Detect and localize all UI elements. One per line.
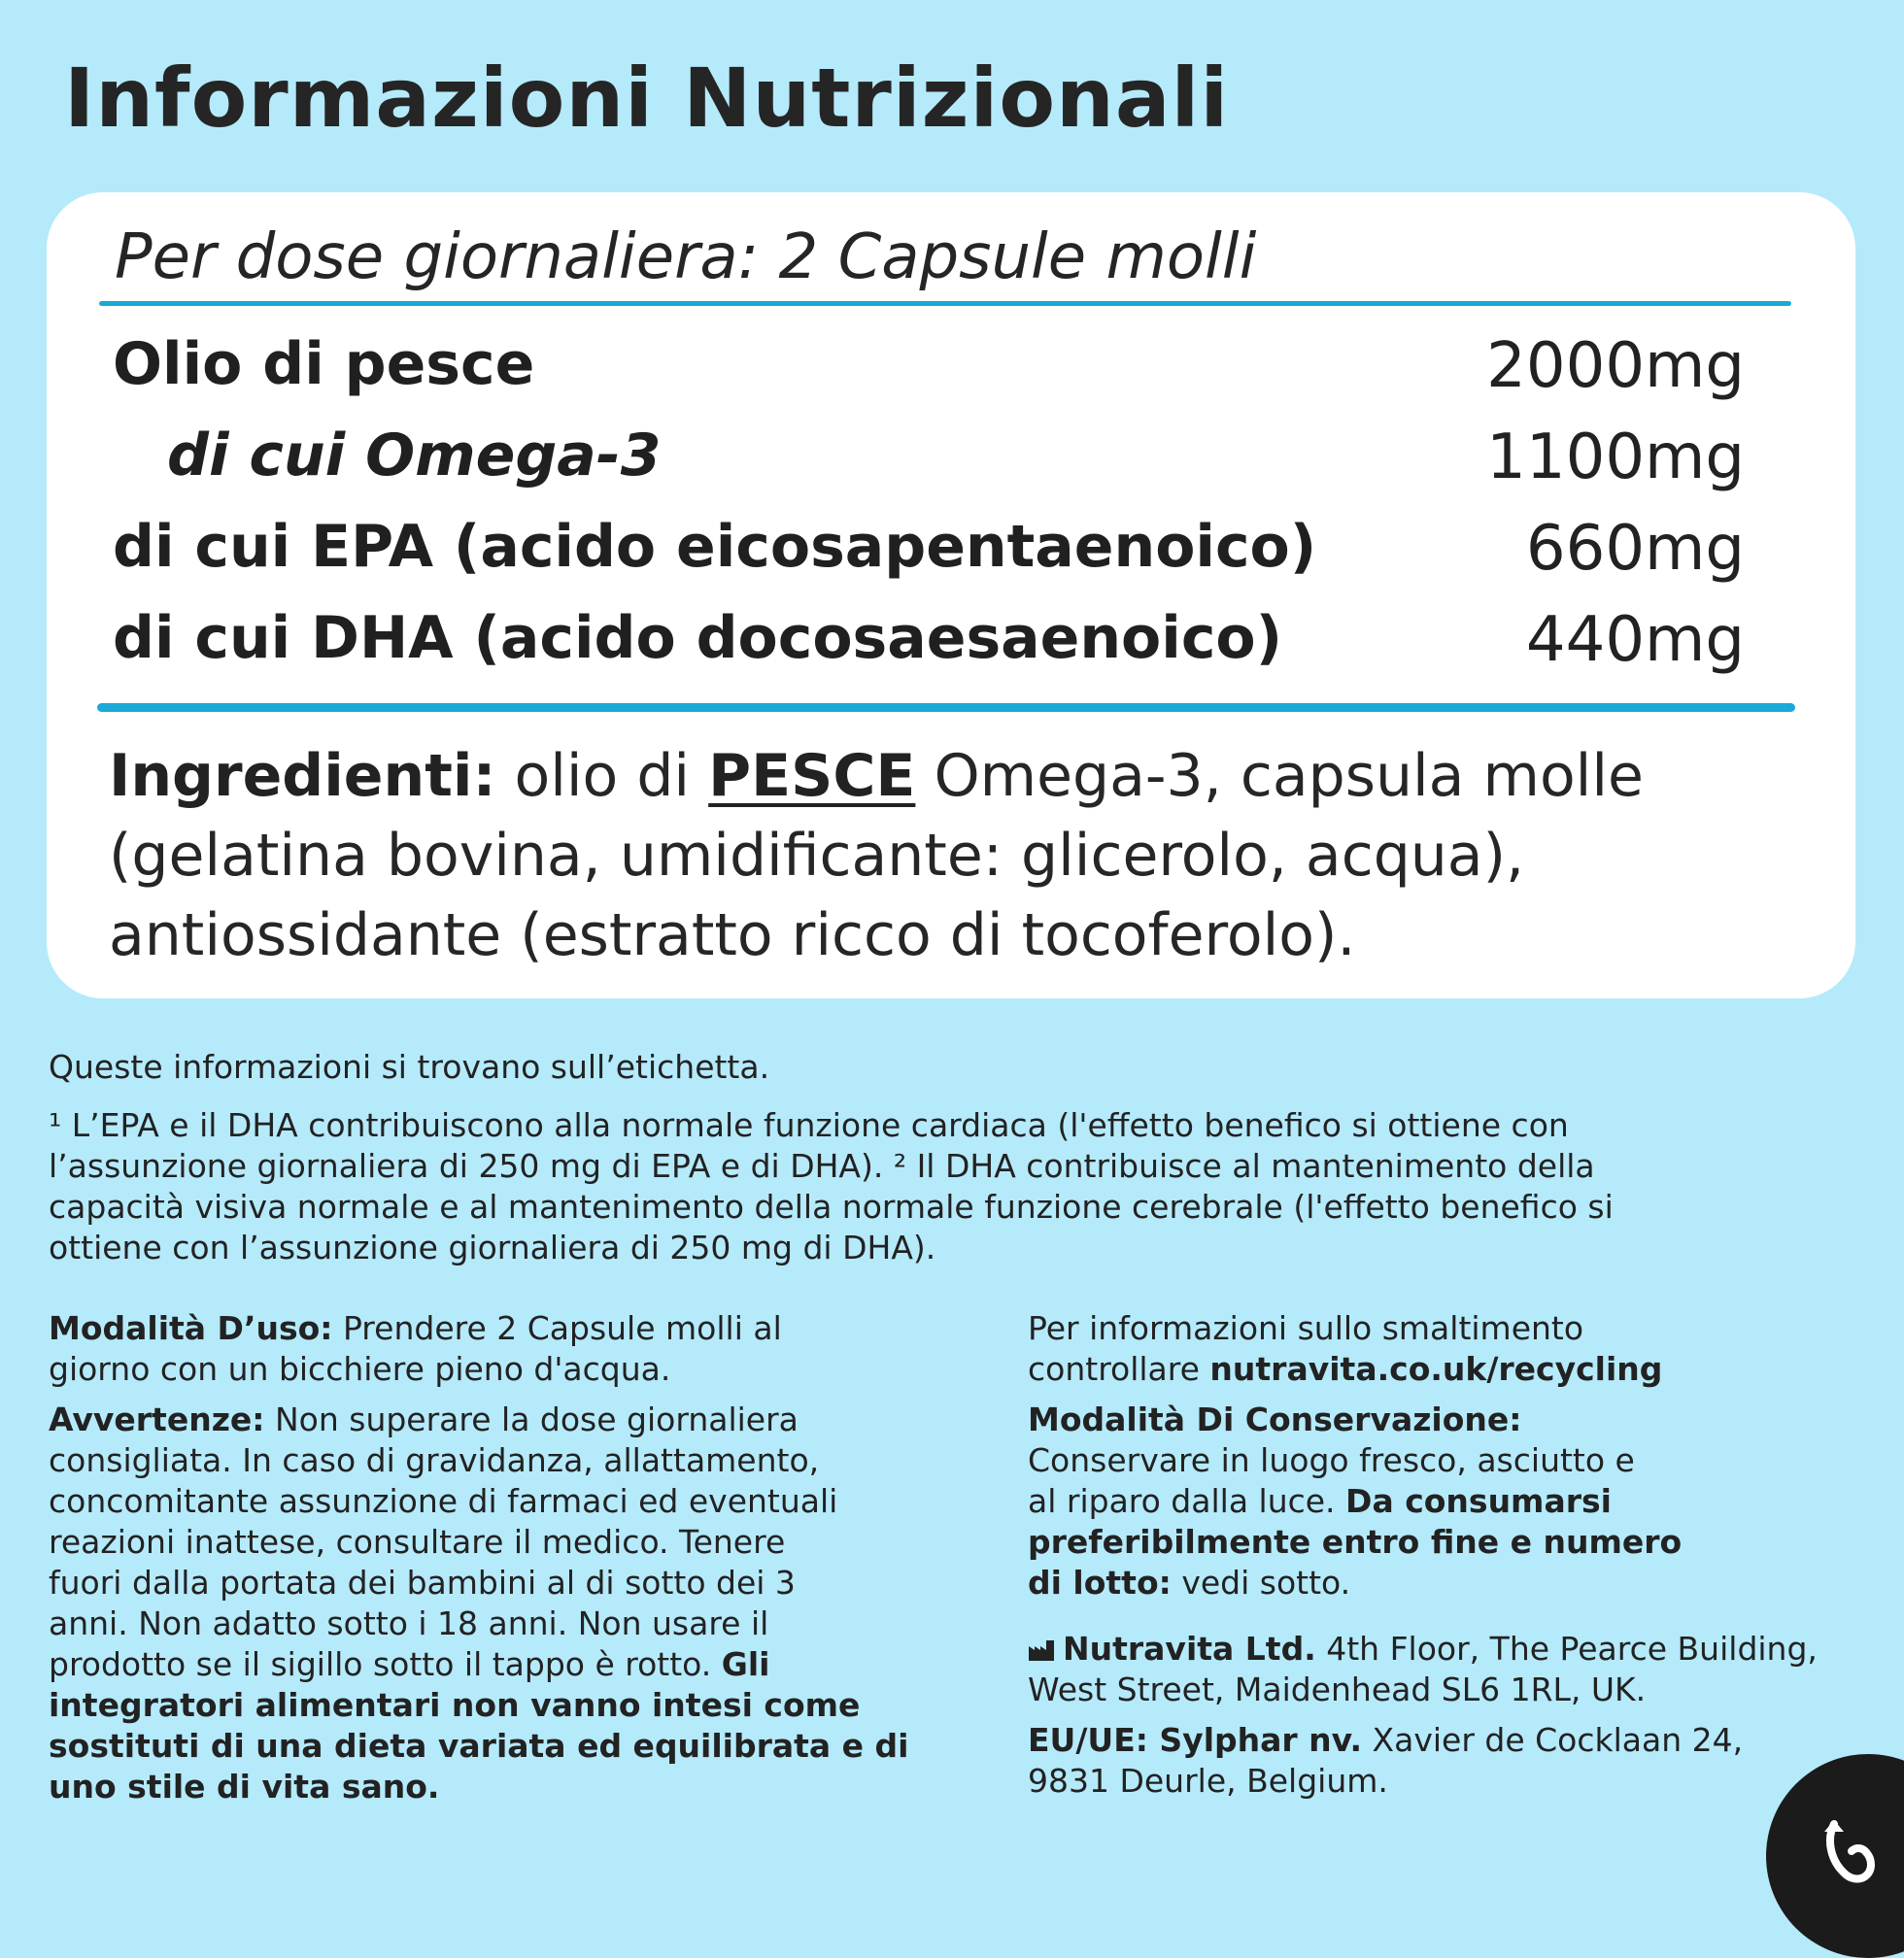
warnings-bold: Gli (721, 1645, 770, 1683)
ingredients-heading: Ingredienti: (109, 742, 496, 810)
warnings-text: Non superare la dose giornaliera (264, 1401, 799, 1438)
claim-line: l’assunzione giornaliera di 250 mg di EPA e di DHA). ² Il DHA contribuisce al mantenimento della (49, 1147, 1595, 1185)
warnings-bold: sostituti di una dieta variata ed equilibrata e di (49, 1727, 909, 1765)
nutrient-value: 2000mg (1486, 330, 1745, 402)
usage-text: Prendere 2 Capsule molli al (332, 1309, 782, 1347)
ingredients-part: Omega-3, capsula molle (915, 742, 1644, 810)
usage-text: giorno con un bicchiere pieno d'acqua. (49, 1350, 671, 1388)
nutrient-label: di cui EPA (acido eicosapentaenoico) (113, 513, 1317, 581)
nutrition-row (113, 513, 1745, 604)
nutrient-value: 1100mg (1486, 422, 1745, 493)
warnings-heading: Avvertenze: (49, 1401, 265, 1438)
manufacturer-address: 4th Floor, The Pearce Building, (1315, 1630, 1818, 1668)
warnings-text: consigliata. In caso di gravidanza, allattamento, (49, 1441, 820, 1479)
nutrition-row (113, 330, 1745, 422)
claim-line: capacità visiva normale e al mantenimento della normale funzione cerebrale (l'effetto benefico si (49, 1188, 1614, 1226)
ingredients-part: olio di (495, 742, 709, 810)
warnings-text: concomitante assunzione di farmaci ed eventuali (49, 1482, 838, 1520)
page-title: Informazioni Nutrizionali (64, 51, 1230, 146)
allergen-highlight: PESCE (708, 742, 916, 810)
health-claims (49, 1105, 1817, 1268)
eu-rep-address: 9831 Deurle, Belgium. (1028, 1762, 1388, 1800)
nutrient-label: Olio di pesce (113, 330, 535, 398)
storage-address-column (1028, 1308, 1883, 1802)
manufacturer-address: West Street, Maidenhead SL6 1RL, UK. (1028, 1671, 1647, 1708)
warnings-text: anni. Non adatto sotto i 18 anni. Non usare il (49, 1604, 769, 1642)
dose-heading: Per dose giornaliera: 2 Capsule molli (115, 221, 1257, 293)
storage-bold: Da consumarsi (1345, 1482, 1612, 1520)
usage-warnings-column (49, 1308, 981, 1807)
storage-bold: di lotto: (1028, 1564, 1172, 1602)
recycling-link[interactable]: nutravita.co.uk/recycling (1209, 1350, 1663, 1388)
eu-rep-address: Xavier de Cocklaan 24, (1362, 1721, 1744, 1759)
ingredients-line: antiossidante (estratto ricco di tocoferolo). (109, 901, 1356, 969)
brand-arrow-icon (1820, 1818, 1879, 1888)
usage-heading: Modalità D’uso: (49, 1309, 333, 1347)
nutrient-label: di cui DHA (acido docosaesaenoico) (113, 604, 1283, 672)
factory-icon (1028, 1638, 1055, 1662)
warnings-bold: uno stile di vita sano. (49, 1768, 440, 1806)
warnings-bold: integratori alimentari non vanno intesi come (49, 1686, 861, 1724)
nutrient-value: 660mg (1525, 513, 1745, 585)
ingredients-line: (gelatina bovina, umidificante: glicerolo, acqua), (109, 822, 1525, 890)
nutrition-row (113, 422, 1745, 513)
storage-text: Conservare in luogo fresco, asciutto e (1028, 1441, 1635, 1479)
warnings-text: reazioni inattese, consultare il medico. Tenere (49, 1523, 786, 1561)
top-divider (99, 301, 1791, 306)
claim-line: ¹ L’EPA e il DHA contribuiscono alla normale funzione cardiaca (l'effetto benefico si ottiene con (49, 1106, 1569, 1144)
warnings-text: fuori dalla portata dei bambini al di sotto dei 3 (49, 1564, 796, 1602)
storage-bold: preferibilmente entro fine e numero (1028, 1523, 1683, 1561)
storage-heading: Modalità Di Conservazione: (1028, 1401, 1522, 1438)
disposal-text: Per informazioni sullo smaltimento (1028, 1309, 1584, 1347)
ingredients-text (109, 736, 1819, 975)
disposal-text: controllare (1028, 1350, 1210, 1388)
nutrient-label: di cui Omega-3 (167, 422, 662, 490)
manufacturer-name: Nutravita Ltd. (1063, 1630, 1316, 1668)
label-info-note: Queste informazioni si trovano sull’etichetta. (49, 1048, 770, 1086)
eu-rep-name: EU/UE: Sylphar nv. (1028, 1721, 1363, 1759)
storage-text: vedi sotto. (1171, 1564, 1351, 1602)
nutrition-row (113, 604, 1745, 695)
claim-line: ottiene con l’assunzione giornaliera di 250 mg di DHA). (49, 1229, 936, 1266)
nutrient-value: 440mg (1525, 604, 1745, 676)
storage-text: al riparo dalla luce. (1028, 1482, 1346, 1520)
bottom-divider (97, 703, 1795, 712)
warnings-text: prodotto se il sigillo sotto il tappo è rotto. (49, 1645, 722, 1683)
